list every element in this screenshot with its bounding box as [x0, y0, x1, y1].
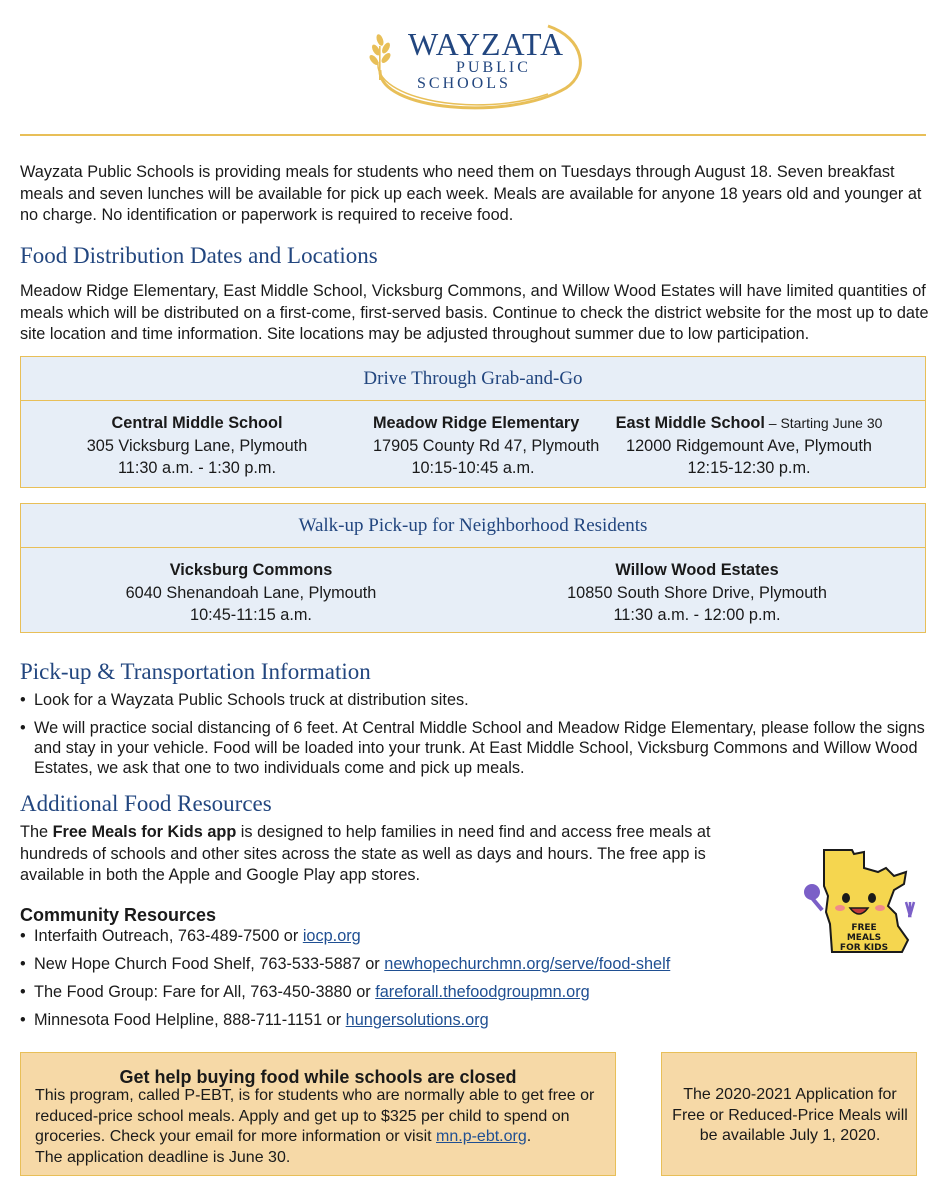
site-address: 305 Vicksburg Lane, Plymouth: [86, 436, 308, 455]
site-vicksburg: [21, 559, 481, 627]
list-item: • We will practice social distancing of 6 feet. At Central Middle School and Meadow Ridge Elementary, please follow the signs and stay in your vehicle. Food will be loaded into your trunk. At East Middle School, Vicksburg Commons and Willow Wood Estates, we ask that one to two individuals come and pick up meals.: [20, 718, 930, 778]
mascot-line2: MEALS: [846, 933, 882, 943]
drive-through-title: Drive Through Grab-and-Go: [21, 357, 925, 401]
resource-link[interactable]: hungersolutions.org: [345, 1011, 489, 1029]
site-willow-wood: [481, 559, 913, 627]
site-name: East Middle School: [615, 414, 765, 432]
list-item: • Look for a Wayzata Public Schools truck at distribution sites.: [20, 690, 930, 710]
mascot-line3: FOR KIDS: [839, 943, 889, 953]
pickup-list: [20, 690, 930, 786]
site-time: 10:15-10:45 a.m.: [411, 459, 535, 477]
logo-schools: SCHOOLS: [417, 75, 511, 92]
additional-heading: Additional Food Resources: [20, 791, 272, 816]
app-paragraph: [20, 822, 732, 887]
site-time: 10:45-11:15 a.m.: [190, 606, 312, 624]
list-item: [20, 982, 740, 1002]
pebt-link[interactable]: mn.p-ebt.org: [436, 1128, 527, 1145]
walk-up-box: [20, 503, 926, 633]
resource-text: The Food Group: Fare for All, 763-450-3880 or: [34, 983, 376, 1001]
site-meadow-ridge: [373, 412, 600, 480]
distribution-heading: Food Distribution Dates and Locations: [20, 243, 378, 268]
community-heading: Community Resources: [20, 905, 217, 925]
list-item: [20, 926, 740, 946]
free-meals-mascot: [802, 846, 922, 956]
walk-up-title: Walk-up Pick-up for Neighborhood Residents: [21, 504, 925, 548]
pebt-deadline: The application deadline is June 30.: [35, 1148, 291, 1166]
distribution-paragraph: Meadow Ridge Elementary, East Middle School, Vicksburg Commons, and Willow Wood Estates will have limited quantities of meals which will be distributed on a first-come, first-served basis. Continue to check the district website for the most up to date site location and time information. Site locations may be adjusted throughout summer due to low participation.: [20, 282, 929, 343]
site-central-middle: [21, 412, 373, 480]
site-time: 11:30 a.m. - 12:00 p.m.: [613, 606, 781, 624]
site-name: Vicksburg Commons: [169, 561, 333, 579]
resource-link[interactable]: fareforall.thefoodgroupmn.org: [375, 983, 590, 1001]
app-name: Free Meals for Kids app: [52, 823, 237, 841]
site-note: – Starting June 30: [764, 415, 883, 431]
site-name: Willow Wood Estates: [615, 561, 779, 579]
site-time: 12:15-12:30 p.m.: [687, 459, 811, 477]
mascot-line1: FREE: [851, 923, 877, 933]
intro-paragraph: Wayzata Public Schools is providing meals for students who need them on Tuesdays through August 18. Seven breakfast meals and seven lunches will be available for pick up each week. Meals are available for anyone 18 years old and younger at no charge. No identification or paperwork is required to receive food.: [20, 163, 922, 224]
header-divider: [20, 134, 926, 136]
site-time: 11:30 a.m. - 1:30 p.m.: [117, 459, 277, 477]
pebt-text: This program, called P-EBT, is for students who are normally able to get free or reduced-price school meals. Apply and get up to $325 per child to spend on groceries. Check your email for more information or visit: [35, 1087, 595, 1145]
resource-link[interactable]: iocp.org: [302, 927, 361, 945]
resource-text: New Hope Church Food Shelf, 763-533-5887 or: [34, 955, 385, 973]
list-item: [20, 954, 740, 974]
pickup-heading: Pick-up & Transportation Information: [20, 659, 371, 684]
list-item: [20, 1010, 740, 1030]
site-east-middle: [573, 412, 925, 480]
site-name-row: [573, 412, 925, 435]
resource-text: Minnesota Food Helpline, 888-711-1151 or: [34, 1011, 346, 1029]
resource-text: Interfaith Outreach, 763-489-7500 or: [34, 927, 303, 945]
site-name: Meadow Ridge Elementary: [373, 414, 580, 432]
pebt-after: .: [526, 1128, 532, 1145]
app-text-rest: is designed to help families in need find and access free meals at hundreds of schools and other sites across the state as well as days and hours. The free app is available in both the Apple and Google Play app stores.: [20, 823, 711, 884]
district-logo: [358, 10, 586, 120]
community-list: [20, 926, 740, 1038]
site-address: 10850 South Shore Drive, Plymouth: [567, 583, 827, 602]
application-text: The 2020-2021 Application for Free or Reduced-Price Meals will be available July 1, 2020.: [672, 1086, 908, 1144]
pebt-body: [35, 1086, 605, 1168]
resource-link[interactable]: newhopechurchmn.org/serve/food-shelf: [384, 955, 671, 973]
site-address: 6040 Shenandoah Lane, Plymouth: [125, 583, 377, 602]
site-name: Central Middle School: [111, 414, 283, 432]
drive-through-box: [20, 356, 926, 488]
logo-title: WAYZATA: [408, 26, 565, 62]
logo-public: PUBLIC: [456, 59, 531, 76]
app-text-lead: The: [20, 823, 49, 841]
pebt-box: [20, 1052, 616, 1176]
site-address: 12000 Ridgemount Ave, Plymouth: [626, 436, 872, 455]
site-address: 17905 County Rd 47, Plymouth: [373, 436, 600, 455]
pebt-title: Get help buying food while schools are closed: [119, 1067, 517, 1087]
application-box: [661, 1052, 917, 1176]
